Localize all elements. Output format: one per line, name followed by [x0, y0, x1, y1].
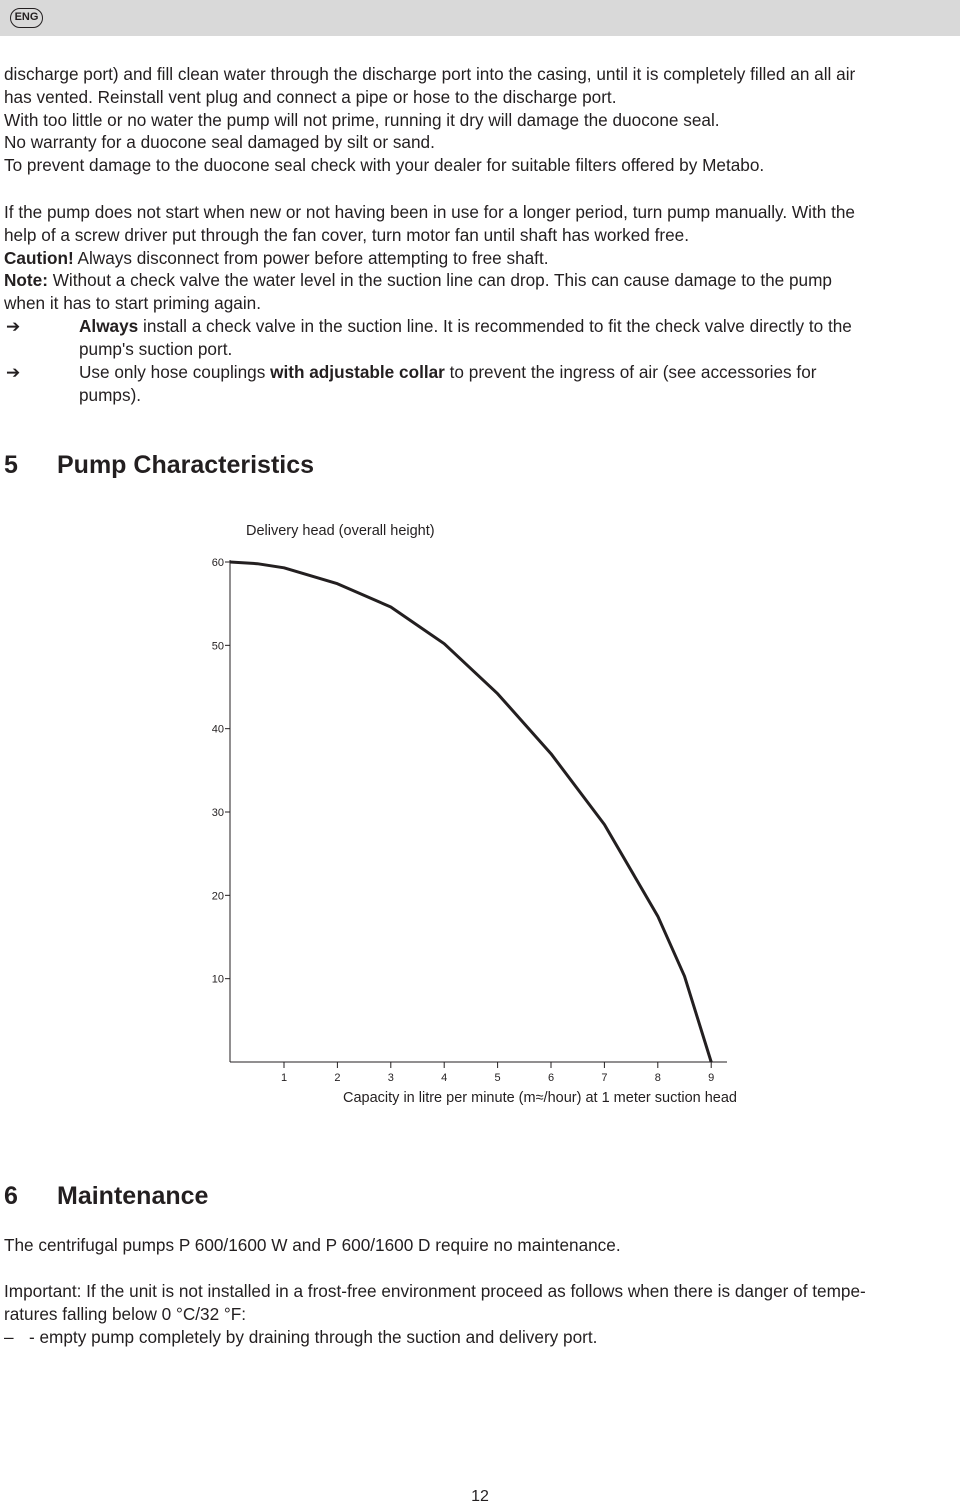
x-tick-label: 5	[494, 1072, 501, 1084]
list-item-text: - empty pump completely by draining through the suction and delivery port.	[29, 1327, 598, 1347]
language-badge: ENG	[10, 8, 43, 28]
x-tick-label: 1	[280, 1072, 288, 1084]
x-tick-label: 7	[601, 1072, 608, 1084]
y-tick-label: 20	[211, 890, 224, 903]
bullet-text-line2: pumps).	[79, 384, 142, 405]
bullet-text-line2: pump's suction port.	[79, 338, 233, 359]
text-line: has vented. Reinstall vent plug and connect a pipe or hose to the discharge port.	[4, 86, 617, 107]
intro-paragraph	[4, 63, 954, 177]
y-tick-label: 50	[211, 640, 224, 653]
caution-text: Always disconnect from power before attempting to free shaft.	[73, 247, 549, 268]
note-text: Without a check valve the water level in the suction line can drop. This can cause damage to the pump	[47, 270, 832, 291]
section-heading	[4, 1181, 208, 1211]
text-line: discharge port) and fill clean water through the discharge port into the casing, until it is completely filled an all air	[4, 64, 856, 84]
important-paragraph	[4, 1280, 954, 1326]
y-tick-label: 30	[211, 807, 224, 819]
caution-line	[4, 247, 954, 270]
x-axis-label: Capacity in litre per minute (m≈/hour) at 1 meter suction head	[343, 1090, 737, 1106]
bullet-pre: Use only hose couplings	[79, 362, 271, 382]
y-tick-label: 10	[211, 973, 224, 986]
arrow-icon: ➔	[6, 316, 21, 336]
y-tick-label: 40	[211, 723, 224, 736]
text-line: No warranty for a duocone seal damaged by silt or sand.	[4, 132, 435, 153]
caution-label: Caution!	[4, 247, 74, 268]
pump-characteristics-chart	[0, 510, 960, 1110]
text-line: ratures falling below 0 °C/32 °F:	[4, 1303, 247, 1324]
section-title: Maintenance	[57, 1182, 209, 1210]
x-tick-label: 4	[441, 1072, 448, 1084]
text-line: With too little or no water the pump will not prime, running it dry will damage the duocone seal.	[4, 109, 720, 130]
bullet-text: install a check valve in the suction line. It is recommended to fit the check valve directly to the	[138, 316, 852, 336]
x-tick-label: 3	[387, 1072, 394, 1084]
x-tick-label: 8	[654, 1072, 661, 1084]
section-heading	[4, 450, 314, 480]
note-label: Note:	[4, 270, 48, 291]
section-title: Pump Characteristics	[57, 451, 315, 479]
x-tick-label: 9	[708, 1072, 715, 1084]
text-line: Important: If the unit is not installed in a frost-free environment proceed as follows when there is danger of tempe-	[4, 1281, 866, 1301]
text-line: If the pump does not start when new or not having been in use for a longer period, turn pump manually. With the	[4, 202, 855, 222]
chart-svg	[0, 510, 960, 1110]
section-number: 6	[4, 1182, 18, 1210]
maintenance-paragraph: The centrifugal pumps P 600/1600 W and P 600/1600 D require no maintenance.	[4, 1235, 621, 1255]
page-number: 12	[471, 1488, 489, 1505]
series-line	[230, 562, 711, 1062]
header-bar	[0, 0, 960, 36]
start-paragraph	[4, 201, 954, 315]
y-tick-label: 60	[211, 557, 224, 569]
x-tick-label: 2	[334, 1072, 341, 1084]
text-line: To prevent damage to the duocone seal check with your dealer for suitable filters offered by Metabo.	[4, 155, 765, 176]
dash-marker: –	[4, 1327, 14, 1347]
text-line: when it has to start priming again.	[4, 293, 261, 314]
bullet-bold: with adjustable collar	[270, 362, 445, 382]
text-line: help of a screw driver put through the fan cover, turn motor fan until shaft has worked free.	[4, 224, 689, 245]
note-line	[4, 269, 954, 292]
bullet-bold: Always	[79, 316, 139, 336]
x-tick-label: 6	[547, 1072, 555, 1084]
section-number: 5	[4, 451, 18, 479]
arrow-icon: ➔	[6, 362, 21, 382]
bullet-text: to prevent the ingress of air (see accessories for	[444, 362, 817, 382]
y-axis-label: Delivery head (overall height)	[246, 523, 435, 539]
